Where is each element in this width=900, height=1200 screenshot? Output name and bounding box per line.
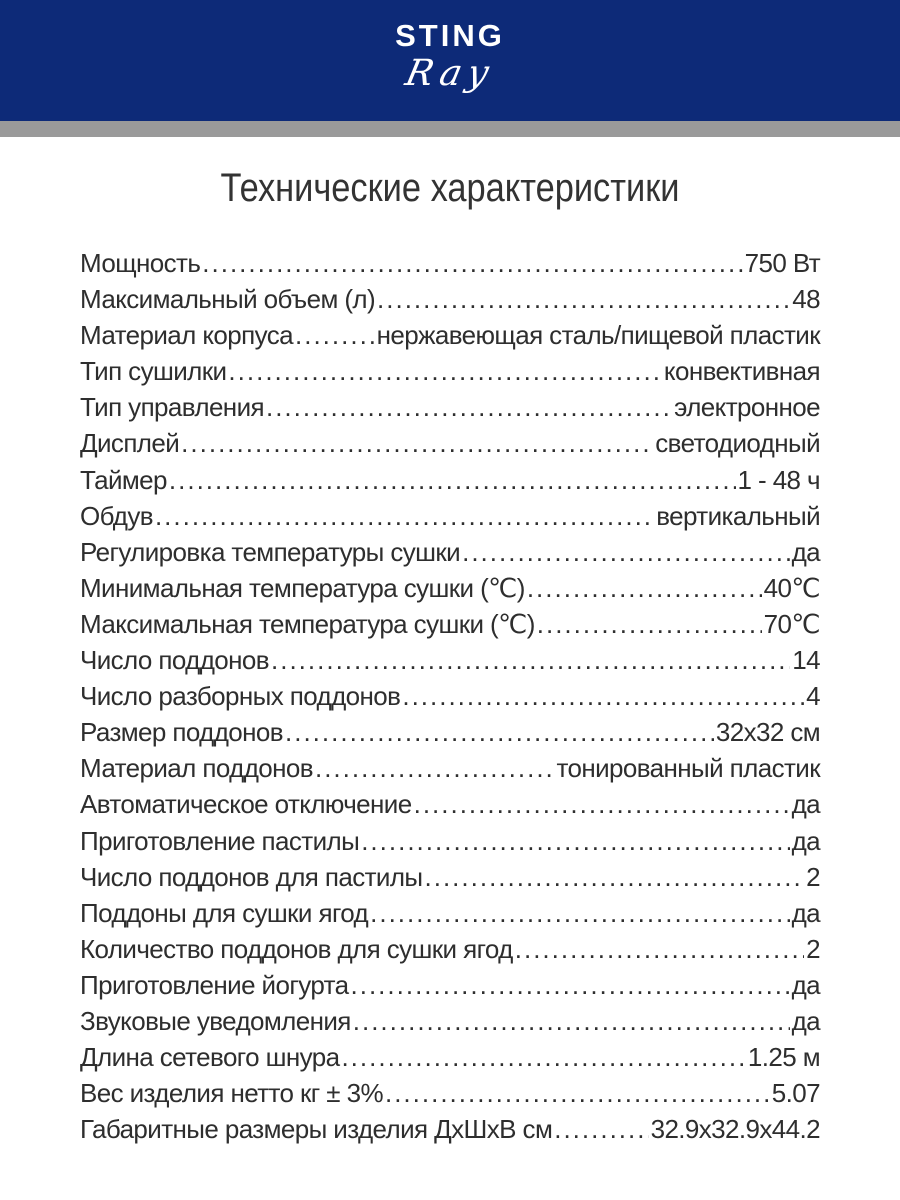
dot-leader [385, 1075, 770, 1111]
spec-name: Приготовление пастилы [80, 825, 360, 856]
spec-name: Дисплей [80, 428, 180, 459]
spec-row [80, 823, 820, 859]
dot-leader [169, 462, 736, 498]
dot-leader [402, 678, 804, 714]
spec-value: да [791, 825, 820, 856]
spec-name: Количество поддонов для сушки ягод [80, 933, 513, 964]
spec-value: да [791, 536, 820, 567]
dot-leader [285, 714, 714, 750]
spec-row [80, 389, 820, 425]
spec-name: Звуковые уведомления [80, 1005, 351, 1036]
brand-logo-wordmark: STING [395, 18, 505, 53]
spec-name: Регулировка температуры сушки [80, 536, 461, 567]
header-divider-stripe [0, 121, 900, 137]
dot-leader [155, 498, 654, 534]
spec-value: 4 [806, 681, 820, 712]
spec-value: 48 [792, 284, 820, 315]
dot-leader [353, 1003, 790, 1039]
spec-row [80, 245, 820, 281]
spec-name: Тип управления [80, 392, 264, 423]
dot-leader [295, 317, 375, 353]
spec-value: тонированный пластик [556, 753, 820, 784]
spec-name: Максимальный объем (л) [80, 284, 376, 315]
dot-leader [527, 570, 762, 606]
dot-leader [377, 281, 790, 317]
dot-leader [228, 353, 662, 389]
spec-name: Размер поддонов [80, 717, 283, 748]
spec-name: Материал корпуса [80, 320, 293, 351]
spec-row [80, 859, 820, 895]
dot-leader [554, 1111, 648, 1147]
dot-leader [181, 425, 653, 461]
spec-value: конвективная [663, 356, 820, 387]
dot-leader [315, 750, 555, 786]
spec-name: Длина сетевого шнура [80, 1042, 340, 1073]
spec-row [80, 895, 820, 931]
spec-row [80, 281, 820, 317]
spec-value: да [791, 969, 820, 1000]
spec-row [80, 1039, 820, 1075]
spec-value: светодиодный [655, 428, 820, 459]
brand-logo-script: Ray [401, 53, 499, 94]
spec-name: Поддоны для сушки ягод [80, 897, 369, 928]
spec-row [80, 714, 820, 750]
spec-value: 750 Вт [744, 248, 820, 278]
spec-value: 1.25 м [747, 1042, 820, 1073]
spec-row [80, 498, 820, 534]
dot-leader [361, 823, 789, 859]
spec-value: 70℃ [763, 608, 820, 639]
spec-value: 32.9x32.9x44.2 [650, 1114, 820, 1145]
spec-row [80, 750, 820, 786]
spec-name: Минимальная температура сушки (℃) [80, 572, 525, 603]
spec-row [80, 1003, 820, 1039]
dot-leader [537, 606, 762, 642]
spec-value: 5.07 [771, 1078, 820, 1109]
spec-value: вертикальный [656, 500, 820, 531]
spec-row [80, 642, 820, 678]
spec-value: 1 - 48 ч [737, 464, 820, 495]
dot-leader [341, 1039, 745, 1075]
spec-name: Приготовление йогурта [80, 969, 349, 1000]
spec-name: Мощность [80, 248, 201, 278]
spec-value: да [791, 897, 820, 928]
dot-leader [202, 245, 742, 281]
spec-row [80, 534, 820, 570]
spec-row [80, 786, 820, 822]
spec-name: Габаритные размеры изделия ДхШхВ см [80, 1114, 553, 1145]
dot-leader [414, 786, 790, 822]
spec-row [80, 931, 820, 967]
dot-leader [271, 642, 790, 678]
spec-value: 2 [806, 933, 820, 964]
spec-value: да [791, 1005, 820, 1036]
dot-leader [266, 389, 672, 425]
spec-row [80, 606, 820, 642]
spec-name: Вес изделия нетто кг ± 3% [80, 1078, 383, 1109]
dot-leader [515, 931, 804, 967]
spec-list [80, 245, 820, 1147]
spec-name: Обдув [80, 500, 153, 531]
spec-row [80, 570, 820, 606]
spec-row [80, 1075, 820, 1111]
spec-value: 14 [792, 645, 820, 676]
spec-value: 32x32 см [715, 717, 820, 748]
dot-leader [425, 859, 805, 895]
spec-name: Число разборных поддонов [80, 681, 401, 712]
dot-leader [370, 895, 789, 931]
spec-row [80, 1111, 820, 1147]
spec-name: Автоматическое отключение [80, 789, 412, 820]
spec-row [80, 462, 820, 498]
spec-value: электронное [674, 392, 820, 423]
spec-value: нержавеющая сталь/пищевой пластик [376, 320, 820, 351]
spec-value: 2 [806, 861, 820, 892]
spec-row [80, 425, 820, 461]
spec-name: Тип сушилки [80, 356, 227, 387]
spec-row [80, 353, 820, 389]
spec-name: Таймер [80, 464, 167, 495]
dot-leader [351, 967, 790, 1003]
dot-leader [462, 534, 789, 570]
spec-row [80, 678, 820, 714]
spec-name: Максимальная температура сушки (℃) [80, 608, 535, 639]
spec-row [80, 967, 820, 1003]
spec-name: Материал поддонов [80, 753, 313, 784]
brand-header [0, 0, 900, 121]
spec-name: Число поддонов для пастилы [80, 861, 423, 892]
spec-row [80, 317, 820, 353]
spec-name: Число поддонов [80, 645, 269, 676]
page-title: Технические характеристики [220, 166, 680, 210]
spec-value: 40℃ [763, 572, 820, 603]
spec-value: да [791, 789, 820, 820]
